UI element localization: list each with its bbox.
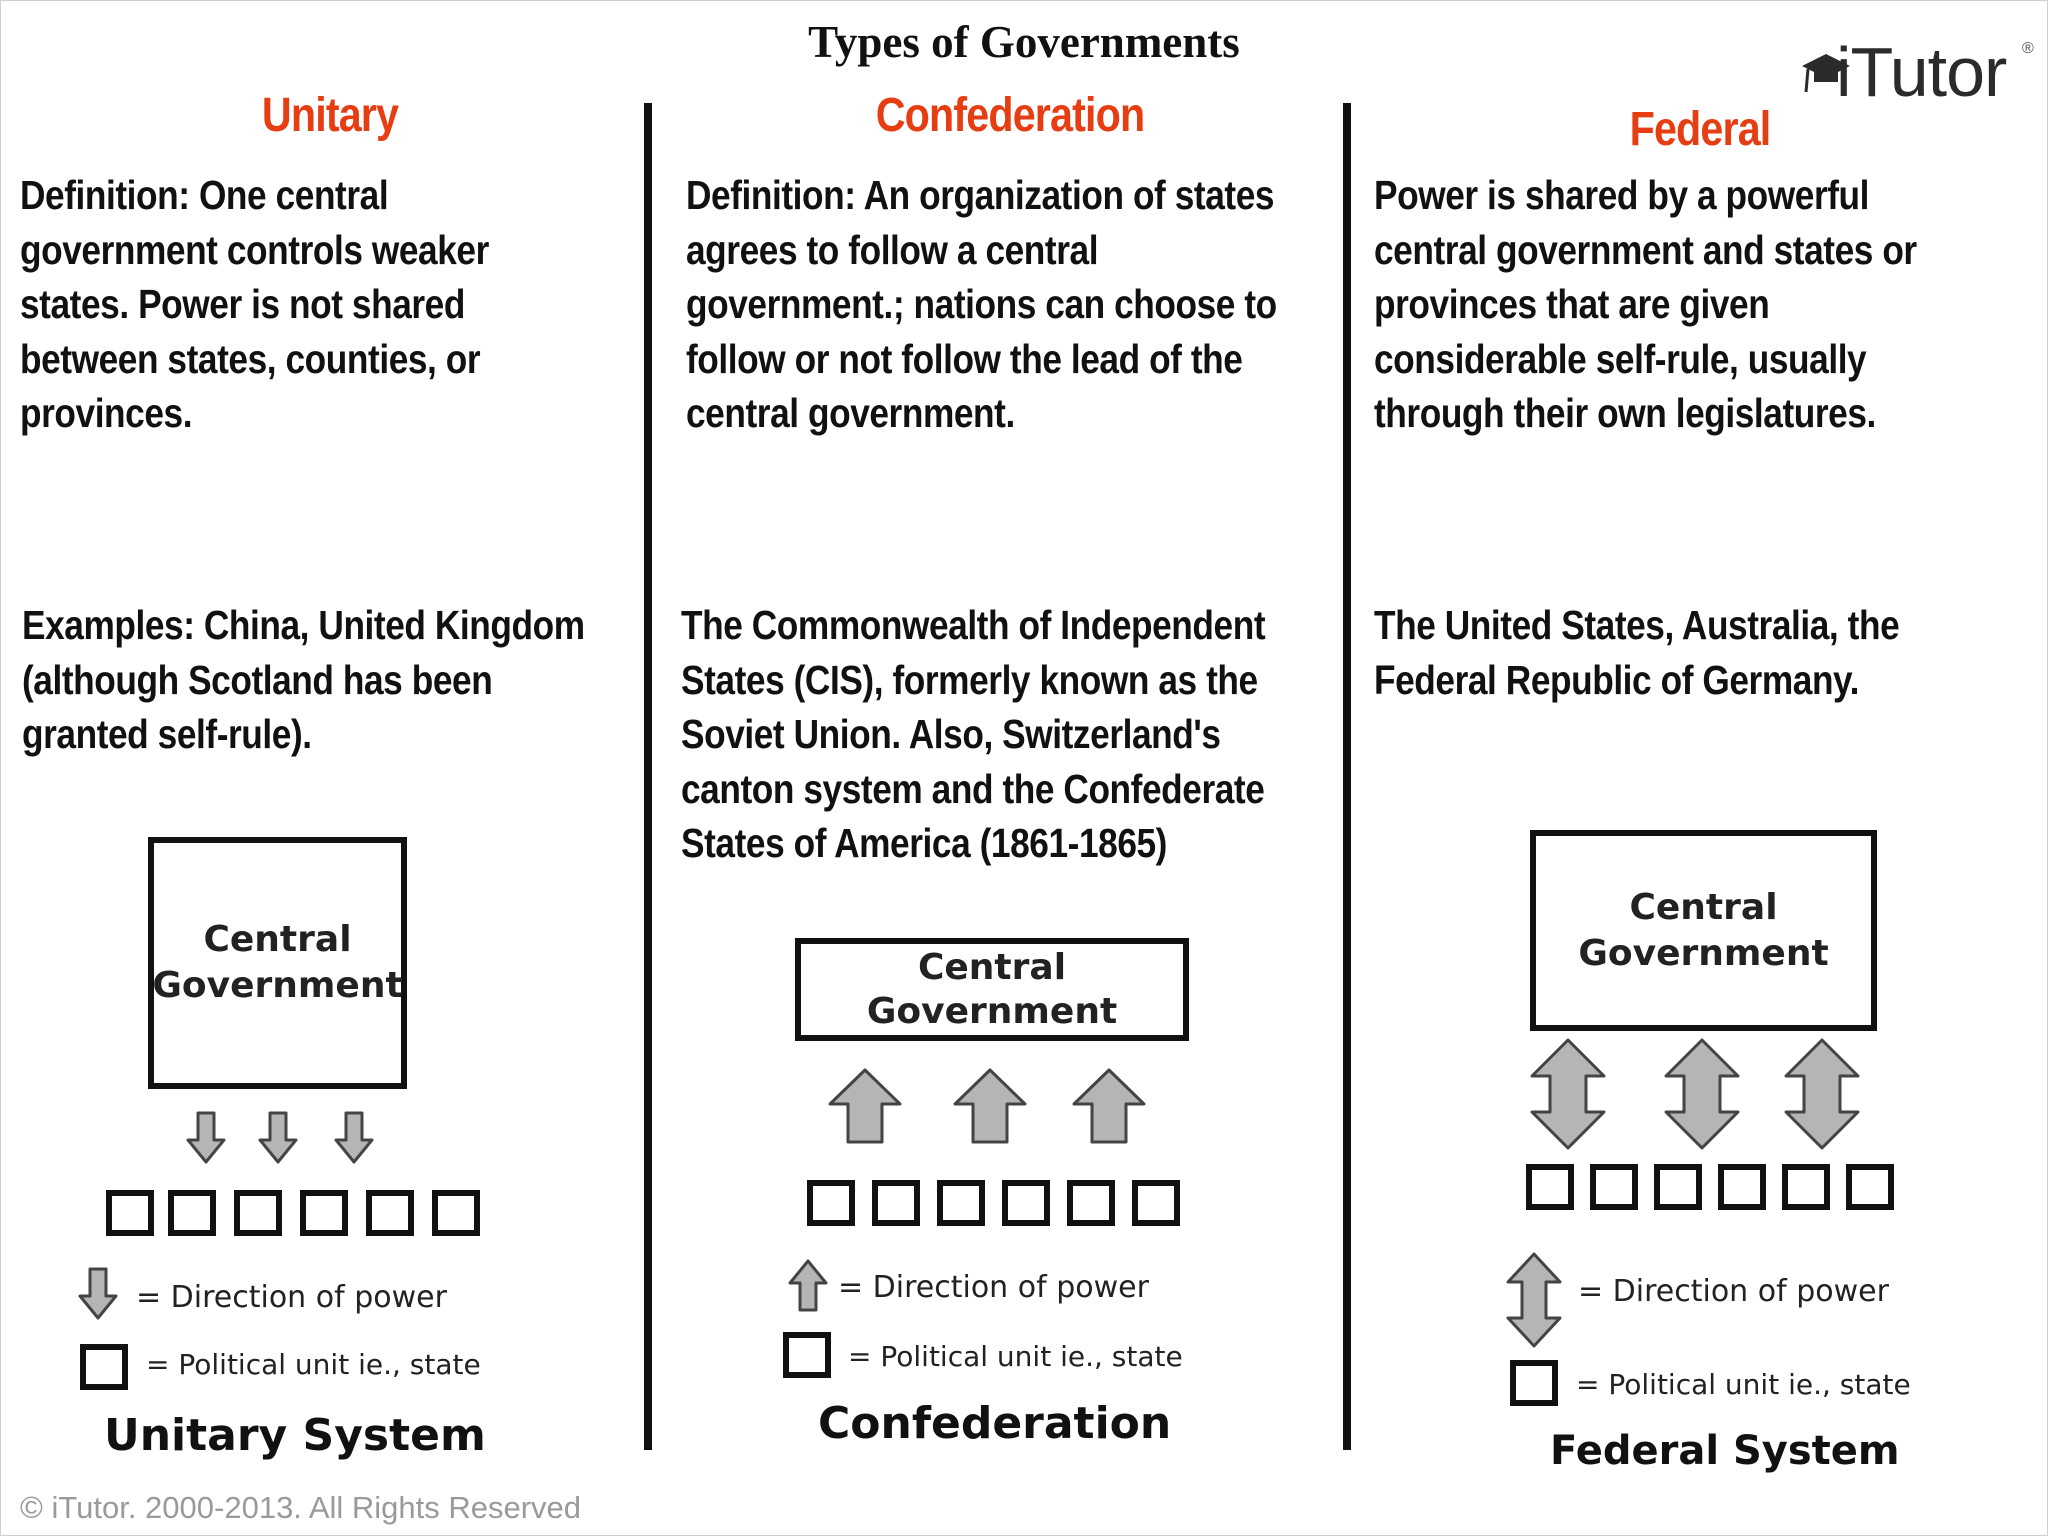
itutor-logo <box>1800 26 2040 111</box>
federal-legend-power: = Direction of power <box>1578 1274 1889 1309</box>
federal-political-unit <box>1782 1164 1830 1210</box>
confederation-arrow-up-icon <box>953 1068 1027 1144</box>
unitary-legend-arrow-down-icon <box>78 1268 118 1320</box>
federal-political-unit <box>1846 1164 1894 1210</box>
unitary-political-unit <box>432 1190 480 1236</box>
federal-central-government-box: Central Government <box>1530 830 1877 1031</box>
confederation-political-unit <box>937 1180 985 1226</box>
federal-political-unit <box>1526 1164 1574 1210</box>
confederation-system-label: Confederation <box>818 1398 1172 1449</box>
unitary-political-unit <box>300 1190 348 1236</box>
confederation-legend-unit: = Political unit ie., state <box>848 1340 1183 1373</box>
federal-definition: Power is shared by a powerful central government and states or provinces that are given considerable self-rule, usually through their own legislatures. <box>1374 172 1917 436</box>
unitary-legend-unit: = Political unit ie., state <box>146 1348 481 1381</box>
federal-arrow-both-icon <box>1784 1038 1860 1150</box>
logo-registered-mark: ® <box>2022 40 2034 57</box>
confederation-arrow-up-icon <box>828 1068 902 1144</box>
federal-heading: Federal <box>1629 103 1771 156</box>
unitary-political-unit <box>234 1190 282 1236</box>
logo-text: iTutor <box>1836 33 2007 111</box>
page-title: Types of Governments <box>808 17 1240 67</box>
federal-arrow-both-icon <box>1664 1038 1740 1150</box>
unitary-political-unit <box>106 1190 154 1236</box>
unitary-central-government-box: Central Government <box>148 837 407 1089</box>
unitary-heading: Unitary <box>261 89 399 142</box>
confederation-legend-power: = Direction of power <box>838 1270 1149 1305</box>
unitary-system-label: Unitary System <box>104 1410 486 1461</box>
unitary-political-unit <box>366 1190 414 1236</box>
unitary-definition: Definition: One central government controls weaker states. Power is not shared between states, counties, or provinces. <box>20 172 489 436</box>
unitary-examples: Examples: China, United Kingdom (although Scotland has been granted self-rule). <box>22 602 585 757</box>
confederation-political-unit <box>1002 1180 1050 1226</box>
unitary-arrow-down-icon <box>334 1112 374 1164</box>
confederation-heading: Confederation <box>875 89 1145 142</box>
unitary-legend-power: = Direction of power <box>136 1280 447 1315</box>
confederation-legend-arrow-up-icon <box>788 1260 828 1312</box>
confederation-political-unit <box>1132 1180 1180 1226</box>
federal-legend-unit-icon <box>1510 1360 1558 1406</box>
federal-political-unit <box>1654 1164 1702 1210</box>
confederation-political-unit <box>807 1180 855 1226</box>
unitary-political-unit <box>168 1190 216 1236</box>
federal-examples: The United States, Australia, the Federal Republic of Germany. <box>1374 602 1900 703</box>
unitary-arrow-down-icon <box>258 1112 298 1164</box>
confederation-political-unit <box>872 1180 920 1226</box>
confederation-central-government-box: Central Government <box>795 938 1189 1041</box>
federal-legend-arrow-both-icon <box>1506 1252 1562 1348</box>
federal-arrow-both-icon <box>1530 1038 1606 1150</box>
copyright-notice: © iTutor. 2000-2013. All Rights Reserved <box>20 1490 582 1525</box>
confederation-political-unit <box>1067 1180 1115 1226</box>
unitary-legend-unit-icon <box>80 1344 128 1390</box>
confederation-arrow-up-icon <box>1072 1068 1146 1144</box>
column-divider-left <box>644 103 652 1450</box>
confederation-examples: The Commonwealth of Independent States (CIS), formerly known as the Soviet Union. Also, Switzerland's canton system and the Confederate States of America (1861-1865) <box>681 602 1266 866</box>
confederation-definition: Definition: An organization of states agrees to follow a central government.; nations can choose to follow or not follow the lead of the central government. <box>686 172 1277 436</box>
unitary-arrow-down-icon <box>186 1112 226 1164</box>
federal-political-unit <box>1590 1164 1638 1210</box>
confederation-legend-unit-icon <box>783 1332 831 1378</box>
federal-legend-unit: = Political unit ie., state <box>1576 1368 1911 1401</box>
federal-system-label: Federal System <box>1550 1428 1900 1474</box>
federal-political-unit <box>1718 1164 1766 1210</box>
